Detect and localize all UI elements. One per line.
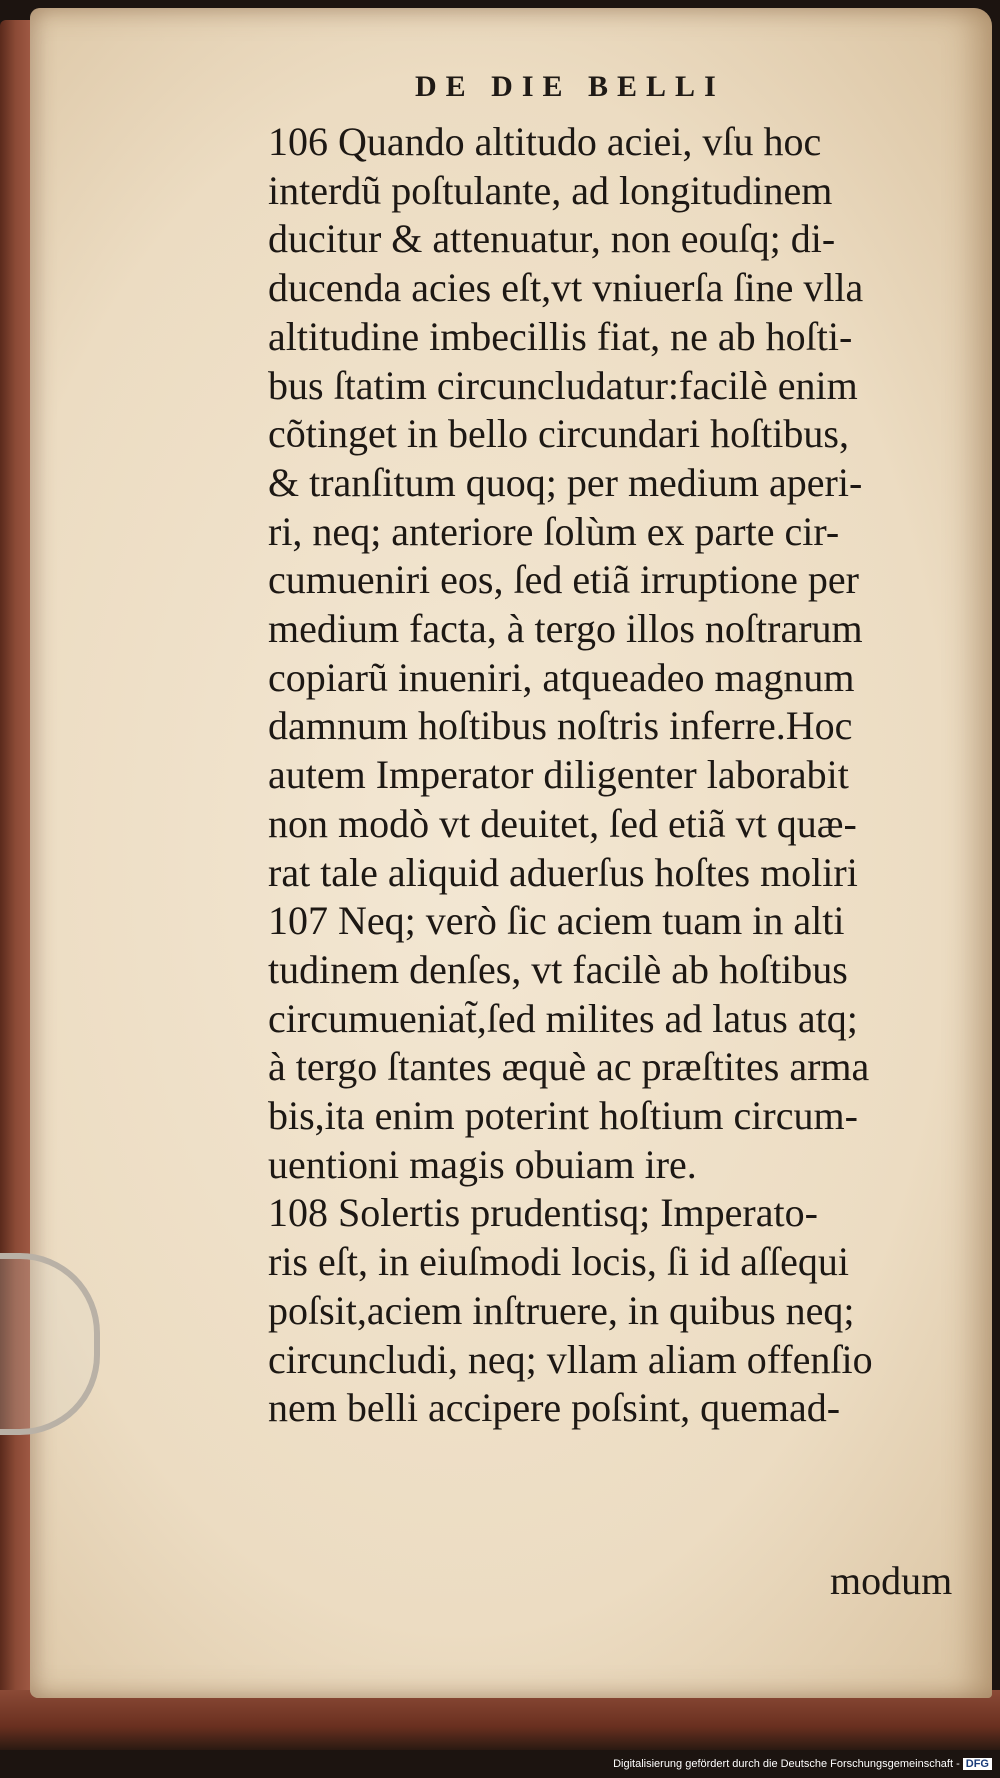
page-clip-icon	[0, 1253, 100, 1435]
text-line: nem belli accipere poſsint, quemad-	[268, 1385, 841, 1431]
text-line: ducenda acies eſt,vt vniuerſa ſine vlla	[268, 265, 864, 311]
text-line: cumueniri eos, ſed etiã irruptione per	[268, 557, 859, 603]
text-line: bus ſtatim circuncludatur:facilè enim	[268, 362, 858, 408]
text-line: rat tale aliquid aduerſus hoſtes moliri	[268, 849, 858, 895]
text-line: uentioni magis obuiam ire.	[268, 1141, 697, 1187]
footer-text: Digitalisierung gefördert durch die Deutsche Forschungsgemeinschaft -	[613, 1758, 960, 1770]
text-line: circuncludi, neq; vllam aliam offenſio	[268, 1336, 873, 1382]
text-line: autem Imperator diligenter laborabit	[268, 752, 849, 798]
text-line: copiarũ inueniri, atqueadeo magnum	[268, 654, 855, 700]
running-head: DE DIE BELLI	[415, 70, 725, 103]
text-line: interdũ poſtulante, ad longitudinem	[268, 167, 833, 213]
text-line: ducitur & attenuatur, non eouſq; di-	[268, 216, 836, 262]
text-line: à tergo ſtantes æquè ac præſtites arma	[268, 1044, 870, 1090]
book-bottom-edge	[0, 1690, 1000, 1750]
text-line: ris eſt, in eiuſmodi locis, ſi id aſſequi	[268, 1239, 850, 1285]
text-line: 108 Solertis prudentisq; Imperato-	[268, 1190, 818, 1236]
funding-footer	[613, 1758, 992, 1770]
text-line: tudinem denſes, vt facilè ab hoſtibus	[268, 946, 848, 992]
text-line: cõtinget in bello circundari hoſtibus,	[268, 411, 849, 457]
text-line: 106 Quando altitudo aciei, vſu hoc	[268, 119, 822, 164]
text-line: ri, neq; anteriore ſolùm ex parte cir-	[268, 508, 840, 554]
text-line: altitudine imbecillis fiat, ne ab hoſti-	[268, 313, 853, 359]
text-line: medium facta, à tergo illos noſtrarum	[268, 606, 863, 652]
text-line: 107 Neq; verò ſic aciem tuam in alti	[268, 898, 845, 944]
text-line: damnum hoſtibus noſtris inferre.Hoc	[268, 703, 853, 749]
text-line: circumueniat̃,ſed milites ad latus atq;	[268, 995, 858, 1041]
text-line: poſsit,aciem inſtruere, in quibus neq;	[268, 1287, 855, 1333]
dfg-logo-icon: DFG	[963, 1758, 992, 1770]
catchword: modum	[830, 1558, 953, 1603]
text-line: & tranſitum quoq; per medium aperi-	[268, 459, 863, 505]
text-block	[268, 118, 988, 1433]
text-line: non modò vt deuitet, ſed etiã vt quæ-	[268, 800, 857, 846]
text-line: bis,ita enim poterint hoſtium circum-	[268, 1093, 858, 1139]
